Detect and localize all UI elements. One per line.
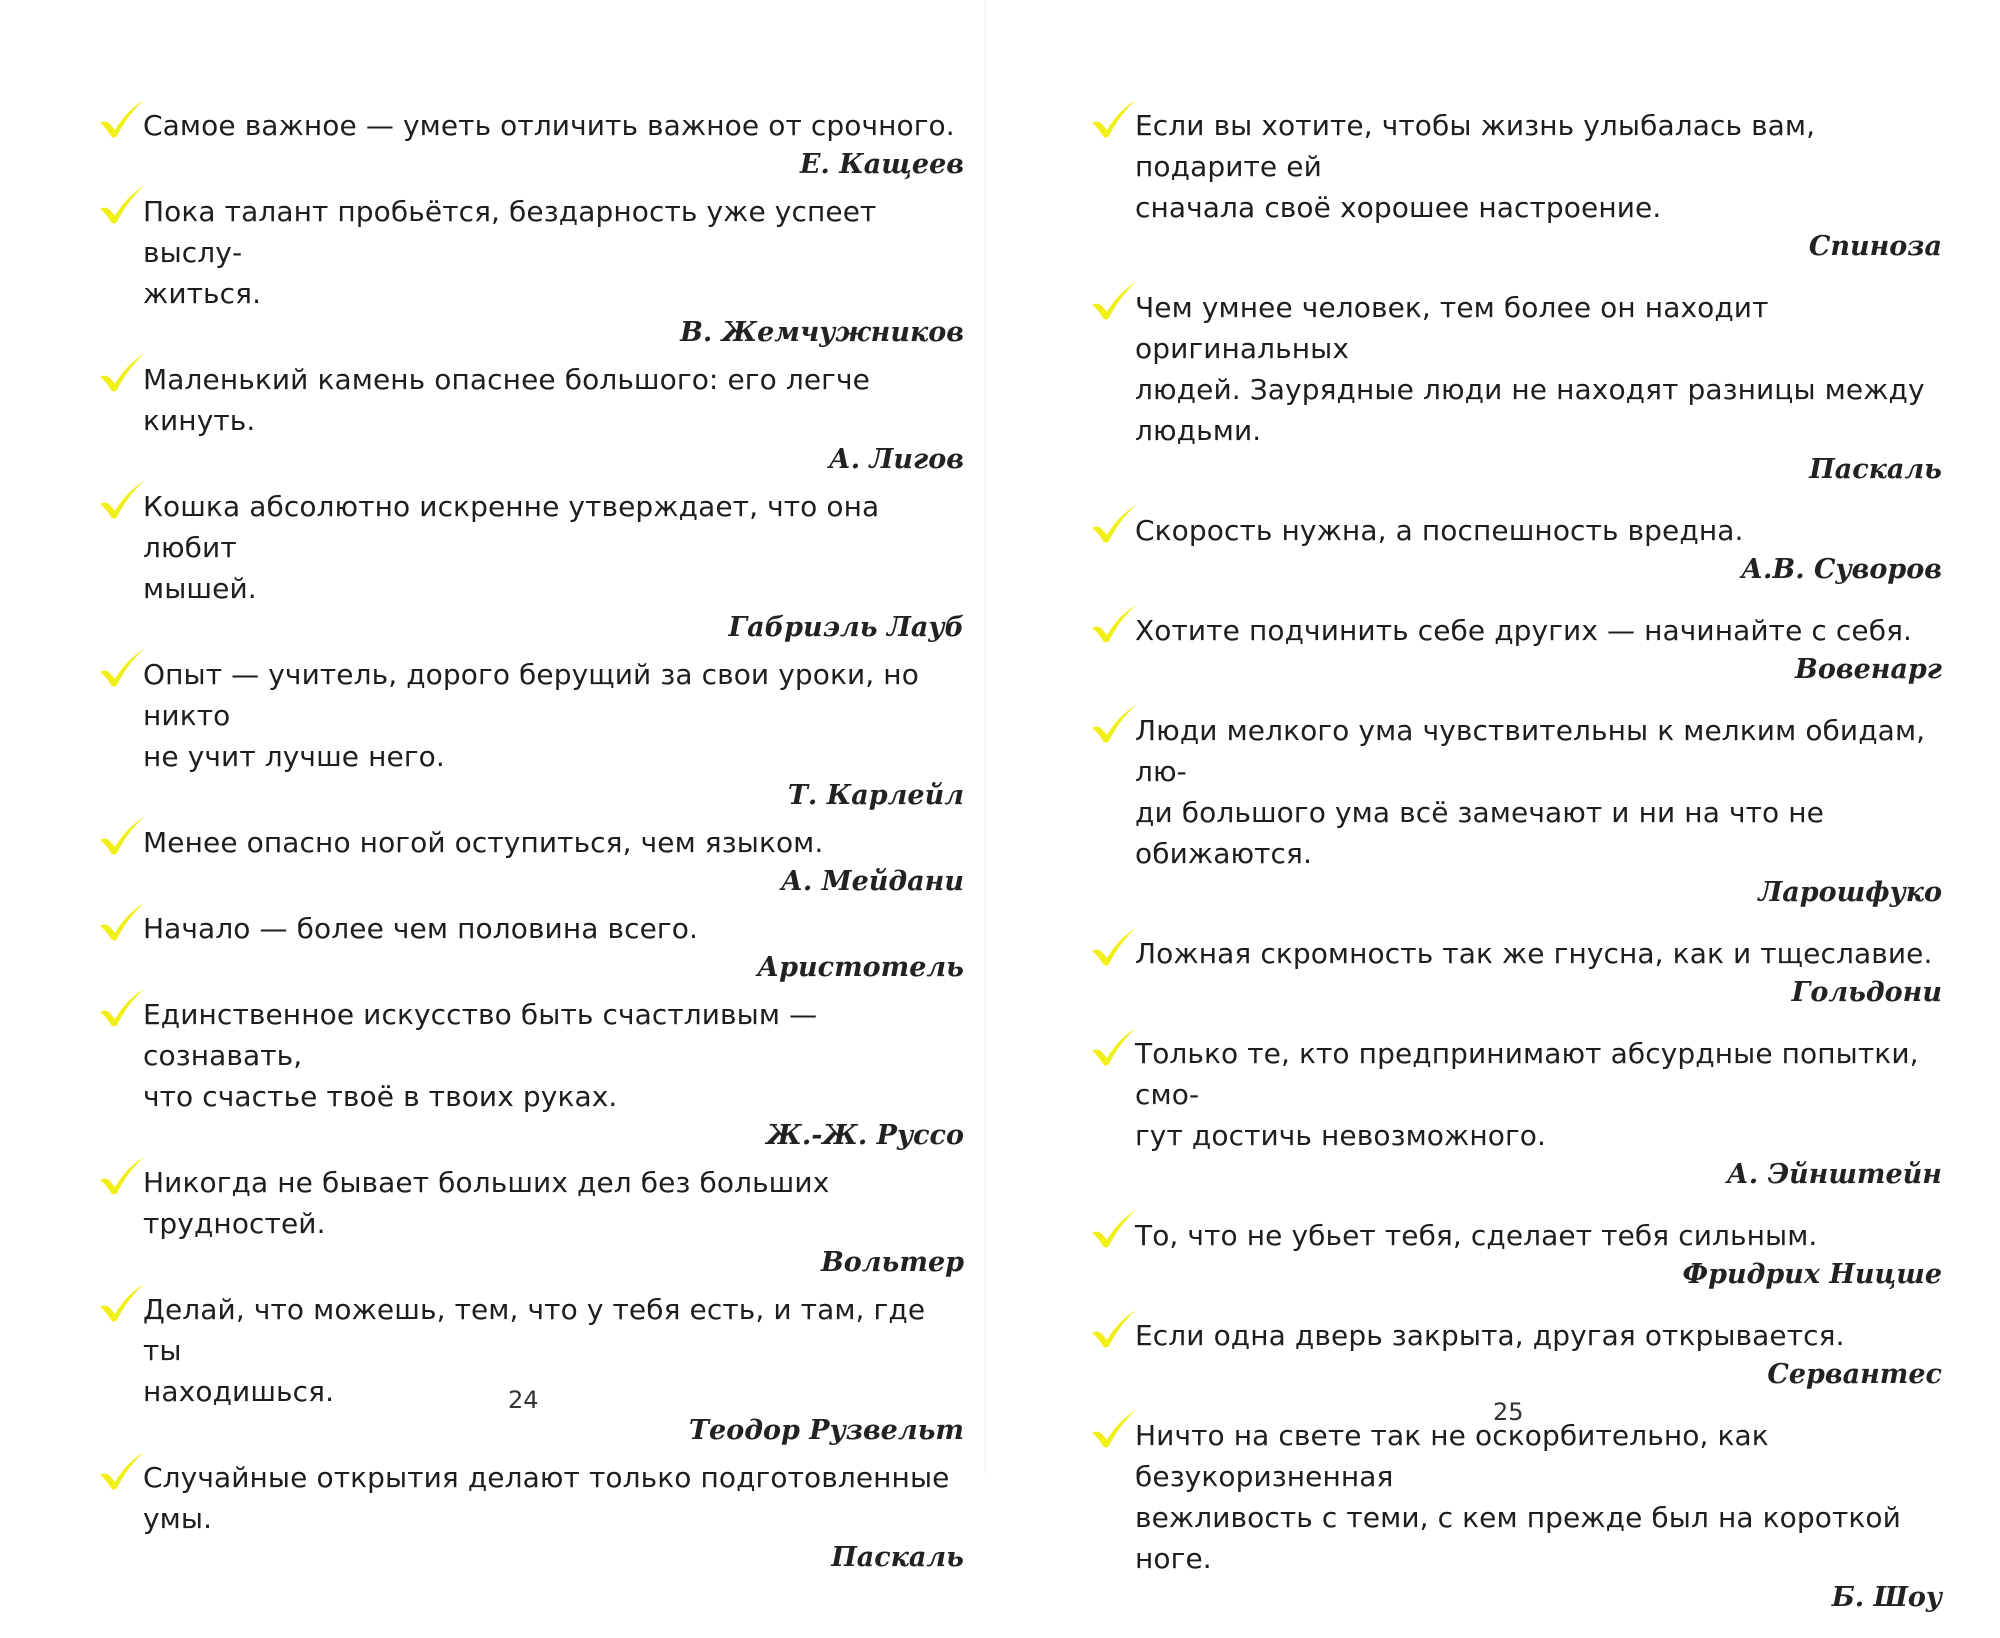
quote-text: Люди мелкого ума чувствительны к мелким обидам, лю- ди большого ума всё замечают и ни на что не обижаются. [1135, 714, 1926, 870]
quote-author: Т. Карлейл [787, 780, 964, 811]
quote-item [98, 654, 964, 815]
quote-item [98, 191, 964, 352]
quote-text: Опыт — учитель, дорого берущий за свои уроки, но никто не учит лучше него. [143, 658, 919, 773]
checkmark-icon [98, 1451, 146, 1491]
quote-item [1090, 105, 1942, 266]
checkmark-icon [1090, 704, 1138, 744]
checkmark-icon [98, 988, 146, 1028]
checkmark-icon [98, 816, 146, 856]
quote-author: Ларошфуко [1758, 877, 1942, 908]
quote-author: А. Эйнштейн [1726, 1159, 1942, 1190]
checkmark-icon [1090, 1309, 1138, 1349]
quote-author: Габриэль Лауб [728, 612, 964, 643]
quote-text: Ничто на свете так не оскорбительно, как безукоризненная вежливость с теми, с кем прежде был на короткой ноге. [1135, 1419, 1901, 1575]
quote-author: Сервантес [1767, 1359, 1942, 1390]
quote-text: Единственное искусство быть счастливым — сознавать, что счастье твоё в твоих руках. [143, 998, 818, 1113]
quote-author: Паскаль [1809, 454, 1942, 485]
quote-item [98, 1289, 964, 1450]
quote-author: Вовенарг [1795, 654, 1942, 685]
quote-author: Спиноза [1808, 231, 1942, 262]
quote-author: Фридрих Ницше [1682, 1259, 1942, 1290]
quote-author: Аристотель [757, 952, 964, 983]
quote-item [1090, 1033, 1942, 1194]
quote-text: Скорость нужна, а поспешность вредна. [1135, 514, 1744, 547]
page-number-left: 24 [508, 1386, 539, 1414]
quote-text: Случайные открытия делают только подготовленные умы. [143, 1461, 950, 1535]
quote-item [98, 822, 964, 901]
quote-text: Менее опасно ногой оступиться, чем языком. [143, 826, 824, 859]
checkmark-icon [1090, 99, 1138, 139]
checkmark-icon [98, 648, 146, 688]
quote-item [1090, 933, 1942, 1012]
checkmark-icon [98, 99, 146, 139]
page-number-right: 25 [1493, 1398, 1524, 1426]
quote-text: Хотите подчинить себе других — начинайте с себя. [1135, 614, 1913, 647]
quote-item [1090, 1215, 1942, 1294]
checkmark-icon [98, 902, 146, 942]
checkmark-icon [1090, 1409, 1138, 1449]
checkmark-icon [98, 1156, 146, 1196]
quote-author: Ж.-Ж. Руссо [766, 1120, 964, 1151]
quote-text: Делай, что можешь, тем, что у тебя есть, и там, где ты находишься. [143, 1293, 926, 1408]
quote-item [1090, 287, 1942, 489]
quote-text: Только те, кто предпринимают абсурдные попытки, смо- гут достичь невозможного. [1135, 1037, 1919, 1152]
quote-author: А. Лигов [828, 444, 964, 475]
quote-text: Чем умнее человек, тем более он находит оригинальных людей. Заурядные люди не находят разницы между людьми. [1135, 291, 1925, 447]
quote-text: Ложная скромность так же гнусна, как и тщеславие. [1135, 937, 1933, 970]
quote-item [98, 359, 964, 479]
checkmark-icon [98, 353, 146, 393]
quote-author: Гольдони [1791, 977, 1942, 1008]
quote-item [98, 1162, 964, 1282]
quote-text: Пока талант пробьётся, бездарность уже успеет выслу- житься. [143, 195, 877, 310]
quote-item [1090, 1415, 1942, 1617]
checkmark-icon [1090, 927, 1138, 967]
checkmark-icon [98, 480, 146, 520]
quote-item [1090, 510, 1942, 589]
quote-text: Если одна дверь закрыта, другая открывается. [1135, 1319, 1845, 1352]
quote-item [98, 994, 964, 1155]
quote-author: Е. Кащеев [799, 149, 964, 180]
checkmark-icon [98, 1283, 146, 1323]
quote-text: Никогда не бывает больших дел без больших трудностей. [143, 1166, 830, 1240]
checkmark-icon [1090, 504, 1138, 544]
quote-author: Паскаль [831, 1542, 964, 1573]
checkmark-icon [1090, 1209, 1138, 1249]
quote-item [98, 486, 964, 647]
quote-text: Начало — более чем половина всего. [143, 912, 698, 945]
quote-text: Если вы хотите, чтобы жизнь улыбалась вам, подарите ей сначала своё хорошее настроение. [1135, 109, 1816, 224]
quote-item [1090, 710, 1942, 912]
quote-item [1090, 1315, 1942, 1394]
quote-text: Кошка абсолютно искренне утверждает, что она любит мышей. [143, 490, 880, 605]
quote-text: Самое важное — уметь отличить важное от срочного. [143, 109, 955, 142]
quote-text: Маленький камень опаснее большого: его легче кинуть. [143, 363, 870, 437]
right-page [985, 0, 2000, 1613]
checkmark-icon [1090, 604, 1138, 644]
quote-author: Теодор Рузвельт [688, 1415, 964, 1446]
quote-item [98, 105, 964, 184]
checkmark-icon [98, 185, 146, 225]
quote-text: То, что не убьет тебя, сделает тебя сильным. [1135, 1219, 1818, 1252]
quote-author: А. Мейдани [780, 866, 964, 897]
quote-item [1090, 610, 1942, 689]
left-quote-list [98, 105, 964, 1584]
left-page [0, 0, 985, 1573]
quote-item [98, 1457, 964, 1577]
quote-item [98, 908, 964, 987]
quote-author: Б. Шоу [1831, 1582, 1942, 1613]
checkmark-icon [1090, 281, 1138, 321]
checkmark-icon [1090, 1027, 1138, 1067]
quote-author: Вольтер [820, 1247, 964, 1278]
quote-author: А.В. Суворов [1740, 554, 1942, 585]
quote-author: В. Жемчужников [680, 317, 964, 348]
